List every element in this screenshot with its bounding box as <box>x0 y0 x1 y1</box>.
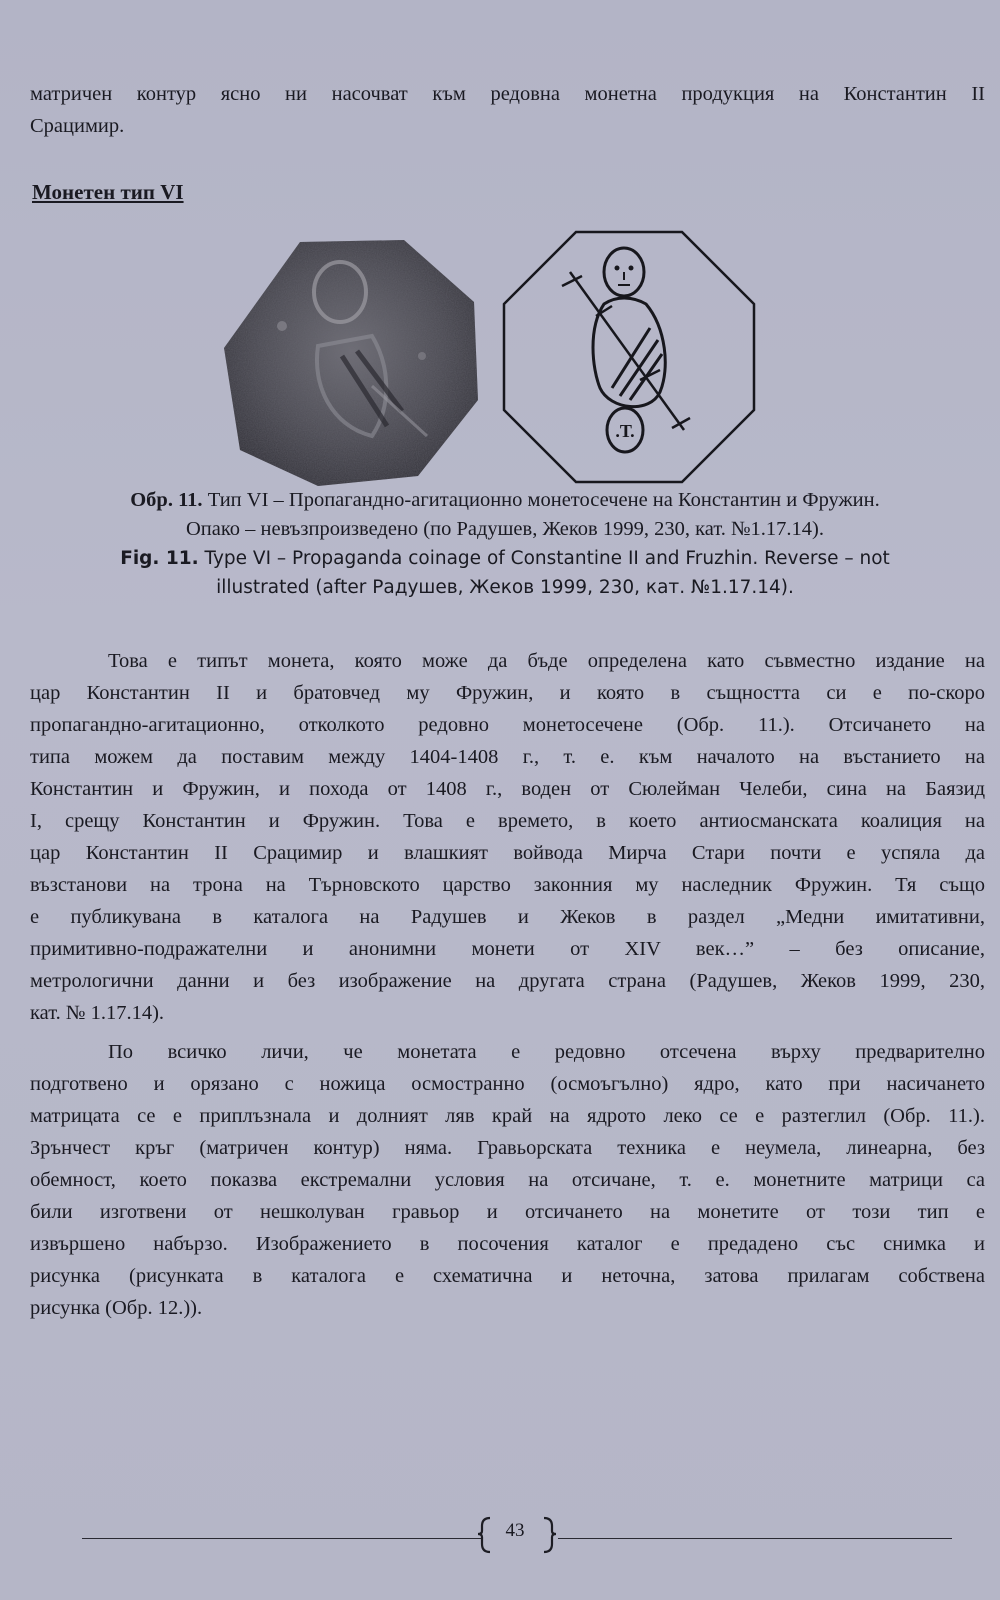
footer-rule-left <box>82 1538 482 1539</box>
text-line: рисунка (Обр. 12.)). <box>30 1297 203 1319</box>
text-line: били изготвени от нешколуван гравьор и отсичането на монетите от този тип е <box>30 1201 985 1223</box>
text-line: кат. № 1.17.14). <box>30 1002 165 1024</box>
text-line: примитивно-подражателни и анонимни монети от XIV век…” – без описание, <box>30 938 985 960</box>
text-line: цар Константин II и братовчед му Фружин, и която в същността си е по-скоро <box>30 682 985 704</box>
page-number: 43 <box>505 1520 525 1541</box>
text-line: По всичко личи, че монетата е редовно отсечена върху предварително <box>108 1041 985 1063</box>
coin-photo <box>222 236 480 488</box>
text-line: подготвено и орязано с ножица осмостранно (осмоъгълно) ядро, като при насичането <box>30 1073 985 1095</box>
footer-rule-right <box>558 1538 952 1539</box>
text-line: извършено набързо. Изображението в посочения каталог е предадено със снимка и <box>30 1233 985 1255</box>
paragraph <box>30 1036 985 1324</box>
caption-en-label: Fig. 11. <box>120 548 199 569</box>
caption-en-line2: illustrated (after Радушев, Жеков 1999, 230, кат. №1.17.14). <box>216 577 794 598</box>
text-line: Срацимир. <box>30 115 125 137</box>
text-line: обемност, което показва екстремални условия на отсичане, т. е. монетните матрици са <box>30 1169 985 1191</box>
coin-drawing <box>500 228 758 486</box>
intro-text <box>30 78 985 142</box>
text-line: I, срещу Константин и Фружин. Това е времето, в което антиосманската коалиция на <box>30 810 985 832</box>
caption-bg-text: Тип VI – Пропагандно-агитационно монетосечене на Константин и Фружин. <box>202 489 880 511</box>
caption-en-text: Type VI – Propaganda coinage of Constantine II and Fruzhin. Reverse – not <box>198 548 890 569</box>
text-line: цар Константин II Срацимир и влашкият войвода Мирча Стари почти е успяла да <box>30 842 985 864</box>
caption-bg-label: Обр. 11. <box>130 489 203 511</box>
caption-bg-line2: Опако – невъзпроизведено (по Радушев, Жеков 1999, 230, кат. №1.17.14). <box>186 518 824 540</box>
text-line: Константин и Фружин, и похода от 1408 г., воден от Сюлейман Челеби, сина на Баязид <box>30 778 985 800</box>
text-line: типа можем да поставим между 1404-1408 г., т. е. към началото на въстанието на <box>30 746 985 768</box>
text-line: пропагандно-агитационно, отколкото редовно монетосечене (Обр. 11.). Отсичането на <box>30 714 985 736</box>
paragraph <box>30 645 985 1029</box>
caption-bg-line1 <box>40 486 970 515</box>
text-line: е публикувана в каталога на Радушев и Жеков в раздел „Медни имитативни, <box>30 906 985 928</box>
text-line: метрологични данни и без изображение на другата страна (Радушев, Жеков 1999, 230, <box>30 970 985 992</box>
text-line: матрицата се е приплъзнала и долният ляв край на ядрото леко се е разтеглил (Обр. 11.). <box>30 1105 985 1127</box>
text-line: Зрънчест кръг (матричен контур) няма. Гравьорската техника е неумела, линеарна, без <box>30 1137 985 1159</box>
figure-caption <box>40 486 970 602</box>
text-line: матричен контур ясно ни насочват към редовна монетна продукция на Константин II <box>30 83 985 105</box>
section-heading: Монетен тип VI <box>32 180 184 204</box>
drawing-letter: .Т. <box>615 421 635 441</box>
text-line: Това е типът монета, която може да бъде определена като съвместно издание на <box>108 650 985 672</box>
caption-en-line1 <box>40 544 970 573</box>
text-line: възстанови на трона на Търновското царство законния му наследник Фружин. Тя също <box>30 874 985 896</box>
page-footer <box>0 1514 1000 1554</box>
text-line: рисунка (рисунката в каталога е схематична и неточна, затова прилагам собствена <box>30 1265 985 1287</box>
